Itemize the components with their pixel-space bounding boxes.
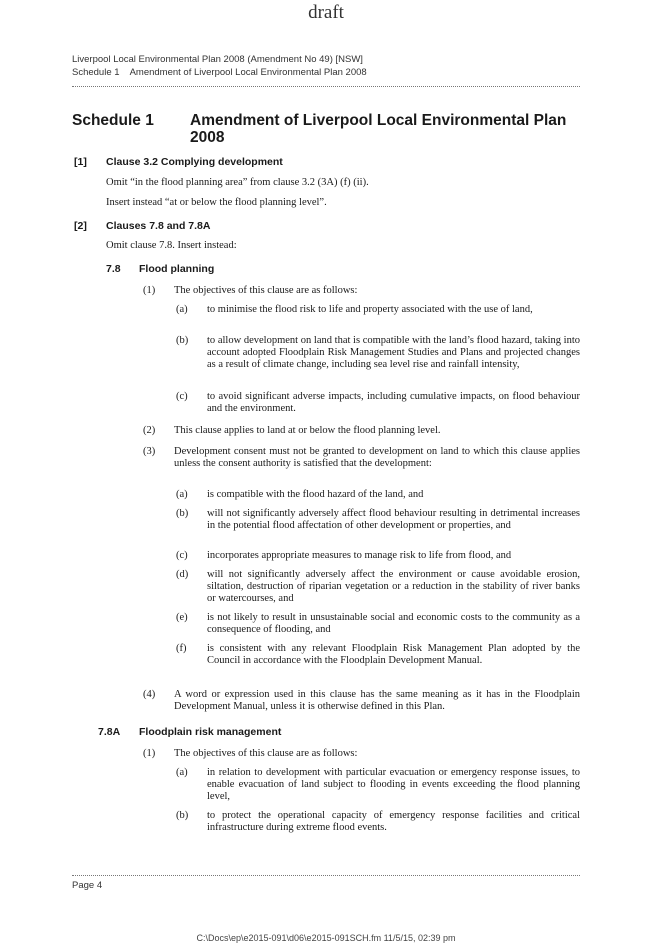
schedule-label: Schedule 1 <box>72 112 154 129</box>
amendment-instruction: Omit “in the flood planning area” from clause 3.2 (3A) (f) (ii). <box>106 177 369 188</box>
header-rule <box>72 86 580 87</box>
draft-watermark: draft <box>308 2 344 23</box>
subclause-text: The objectives of this clause are as follows: <box>174 748 358 759</box>
page-number: Page 4 <box>72 880 103 891</box>
clause-number: 7.8A <box>98 726 121 738</box>
paragraph-text: is compatible with the flood hazard of the land, and <box>207 489 424 500</box>
schedule-title: Amendment of Liverpool Local Environmental Plan 2008 <box>190 112 567 146</box>
paragraph-text: in relation to development with particular evacuation or emergency response issues, to enable evacuation of land subject to flooding in events exceeding the flood planning level, <box>207 767 580 802</box>
running-header-title: Liverpool Local Environmental Plan 2008 (Amendment No 49) [NSW] <box>72 54 363 65</box>
subclause-number: (3) <box>143 446 156 457</box>
paragraph-text: to allow development on land that is compatible with the land’s flood hazard, taking into account adopted Floodplain Risk Management Studies and Plans and projected changes as a result of climate change, including sea level rise and rainfall intensity, <box>207 335 580 370</box>
file-path-footer: C:\Docs\ep\e2015-091\d06\e2015-091SCH.fm 11/5/15, 02:39 pm <box>196 933 456 943</box>
subclause-text: A word or expression used in this clause has the same meaning as it has in the Floodplain Development Manual, unless it is otherwise defined in this Plan. <box>174 689 580 712</box>
subclause-text: This clause applies to land at or below the flood planning level. <box>174 425 441 436</box>
footer-rule <box>72 875 580 876</box>
paragraph-number: (b) <box>176 810 189 821</box>
subclause-text: The objectives of this clause are as follows: <box>174 285 358 296</box>
subclause-number: (1) <box>143 285 156 296</box>
paragraph-number: (e) <box>176 612 188 623</box>
clause-heading: Floodplain risk management <box>139 726 282 738</box>
clause-number: 7.8 <box>106 263 121 275</box>
paragraph-text: incorporates appropriate measures to manage risk to life from flood, and <box>207 550 512 561</box>
paragraph-text: to protect the operational capacity of emergency response facilities and critical infrastructure during extreme flood events. <box>207 810 580 833</box>
amendment-number: [1] <box>74 156 87 168</box>
paragraph-number: (a) <box>176 767 188 778</box>
paragraph-number: (f) <box>176 643 187 654</box>
clause-heading: Flood planning <box>139 263 215 275</box>
paragraph-number: (b) <box>176 508 189 519</box>
subclause-number: (2) <box>143 425 156 436</box>
paragraph-text: to minimise the flood risk to life and property associated with the use of land, <box>207 304 533 315</box>
paragraph-text: to avoid significant adverse impacts, including cumulative impacts, on flood behaviour and the environment. <box>207 391 580 414</box>
amendment-heading: Clauses 7.8 and 7.8A <box>106 220 211 232</box>
subclause-number: (1) <box>143 748 156 759</box>
amendment-instruction: Insert instead “at or below the flood planning level”. <box>106 197 327 208</box>
amendment-heading: Clause 3.2 Complying development <box>106 156 283 168</box>
paragraph-number: (a) <box>176 489 188 500</box>
paragraph-number: (c) <box>176 550 188 561</box>
paragraph-number: (c) <box>176 391 188 402</box>
paragraph-number: (a) <box>176 304 188 315</box>
amendment-number: [2] <box>74 220 87 232</box>
paragraph-text: is not likely to result in unsustainable social and economic costs to the community as a consequence of flooding, and <box>207 612 580 635</box>
running-header-schedule: Schedule 1 Amendment of Liverpool Local Environmental Plan 2008 <box>72 67 367 78</box>
subclause-number: (4) <box>143 689 156 700</box>
amendment-instruction: Omit clause 7.8. Insert instead: <box>106 240 237 251</box>
paragraph-text: will not significantly adversely affect flood behaviour resulting in detrimental increases in the potential flood affectation of other development or properties, and <box>207 508 580 531</box>
paragraph-text: will not significantly adversely affect the environment or cause avoidable erosion, siltation, destruction of riparian vegetation or a reduction in the stability of river banks or watercourses, and <box>207 569 580 604</box>
subclause-text: Development consent must not be granted to development on land to which this clause applies unless the consent authority is satisfied that the development: <box>174 446 580 469</box>
paragraph-text: is consistent with any relevant Floodplain Risk Management Plan adopted by the Council in accordance with the Floodplain Development Manual. <box>207 643 580 666</box>
paragraph-number: (b) <box>176 335 189 346</box>
paragraph-number: (d) <box>176 569 189 580</box>
